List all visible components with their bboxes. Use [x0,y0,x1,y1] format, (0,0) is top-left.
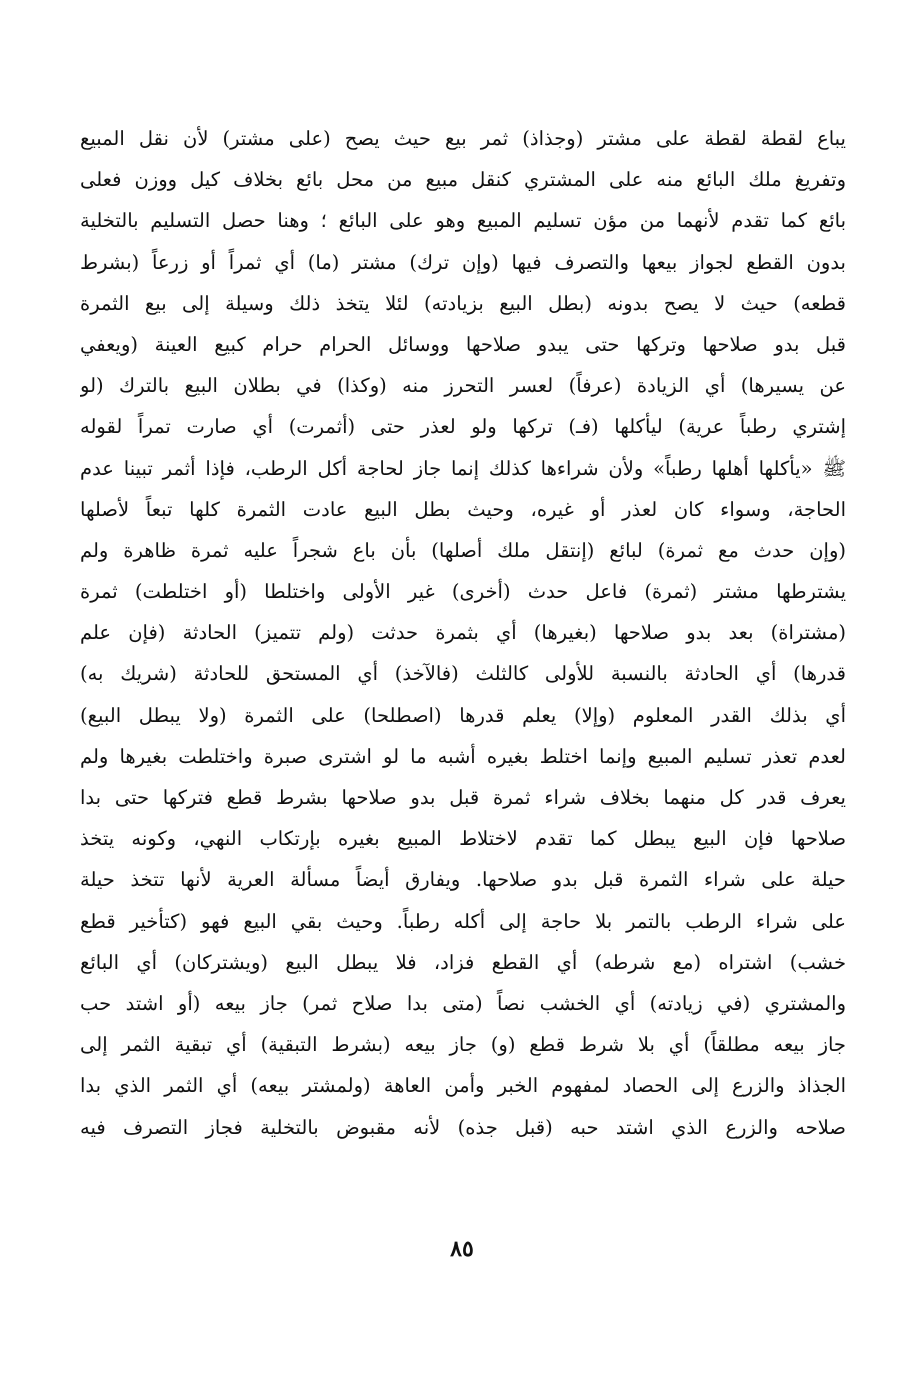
body-text [80,118,846,1148]
text-line: على شراء الرطب بالتمر بلا حاجة إلى أكله رطباً. وحيث بقي البيع فهو (كتأخير قطع [80,909,846,933]
text-line: ﷺ «يأكلها أهلها رطباً» ولأن شراءها كذلك إنما جاز لحاجة أكل الرطب، فإذا أثمر تبينا عدم [80,456,846,480]
text-line: صلاحها فإن البيع يبطل كما تقدم لاختلاط المبيع بغيره بإرتكاب النهي، وكونه يتخذ [80,827,846,851]
text-line: بدون القطع لجواز بيعها والتصرف فيها (وإن ترك) مشتر (ما) أي ثمراً أو زرعاً (بشرط [80,250,846,274]
text-line: قبل بدو صلاحها وتركها حتى يبدو صلاحها ووسائل الحرام حرام كبيع العينة (ويعفي [80,332,846,356]
text-line: لعدم تعذر تسليم المبيع وإنما اختلط بغيره أشبه ما لو اشترى صبرة واختلطت بغيرها ولم [80,744,846,768]
text-line: يعرف قدر كل منهما بخلاف شراء ثمرة قبل بدو صلاحها بشرط قطع فتركها حتى بدا [80,786,846,809]
page-number: ٨٥ [450,1236,474,1262]
text-line: أي بذلك القدر المعلوم (وإلا) يعلم قدرها (اصطلحا) على الثمرة (ولا يبطل البيع) [80,703,846,727]
text-line: قطعه) حيث لا يصح بدونه (بطل البيع بزيادته) لئلا يتخذ ذلك وسيلة إلى بيع الثمرة [80,291,846,315]
text-line: صلاحه والزرع الذي اشتد حبه (قبل جذه) لأنه مقبوض بالتخلية فجاز التصرف فيه [80,1115,846,1139]
text-line: جاز بيعه مطلقاً) أي بلا شرط قطع (و) جاز بيعه (بشرط التبقية) أي تبقية الثمر إلى [80,1033,846,1057]
text-line: والمشتري (في زيادته) أي الخشب نصاً (متى بدا صلاح ثمر) جاز بيعه (أو اشتد حب [80,991,846,1015]
text-line: بائع كما تقدم لأنهما من مؤن تسليم المبيع وهو على البائع ؛ وهنا حصل التسليم بالتخلية [80,209,846,233]
text-line: (مشتراة) بعد بدو صلاحها (بغيرها) أي بثمرة حدثت (ولم تتميز) الحادثة (فإن علم [80,621,846,645]
text-line: عن يسيرها) أي الزيادة (عرفاً) لعسر التحرز منه (وكذا) في بطلان البيع بالترك (لو [80,374,846,398]
text-line: يباع لقطة لقطة على مشتر (وجذاذ) ثمر بيع حيث يصح (على مشتر) لأن نقل المبيع [80,127,846,150]
text-line: وتفريغ ملك البائع منه على المشتري كنقل مبيع من محل بائع بخلاف كيل ووزن فعلى [80,168,846,192]
text-line: (وإن حدث مع ثمرة) لبائع (إنتقل ملك أصلها) بأن باع شجراً عليه ثمرة ظاهرة ولم [80,538,846,562]
text-line: خشب) اشتراه (مع شرطه) أي القطع فزاد، فلا يبطل البيع (ويشتركان) أي البائع [80,950,846,974]
text-line: حيلة على شراء الثمرة قبل بدو صلاحها. ويفارق أيضاً مسألة العرية لأنها تتخذ حيلة [80,868,846,892]
text-line: قدرها) أي الحادثة بالنسبة للأولى كالثلث (فالآخذ) أي المستحق للحادثة (شريك به) [80,662,846,686]
text-line: يشترطها مشتر (ثمرة) فاعل حدث (أخرى) غير الأولى واختلطا (أو اختلطت) ثمرة [80,580,846,604]
text-line: إشتري رطباً عرية) ليأكلها (فـ) تركها ولو لعذر حتى (أثمرت) أي صارت تمراً لقوله [80,415,846,439]
text-line: الجذاذ والزرع إلى الحصاد لمفهوم الخبر وأمن العاهة (ولمشتر بيعه) أي الثمر الذي بدا [80,1074,846,1098]
text-line: الحاجة، وسواء كان لعذر أو غيره، وحيث بطل البيع عادت الثمرة كلها تبعاً لأصلها [80,497,846,521]
